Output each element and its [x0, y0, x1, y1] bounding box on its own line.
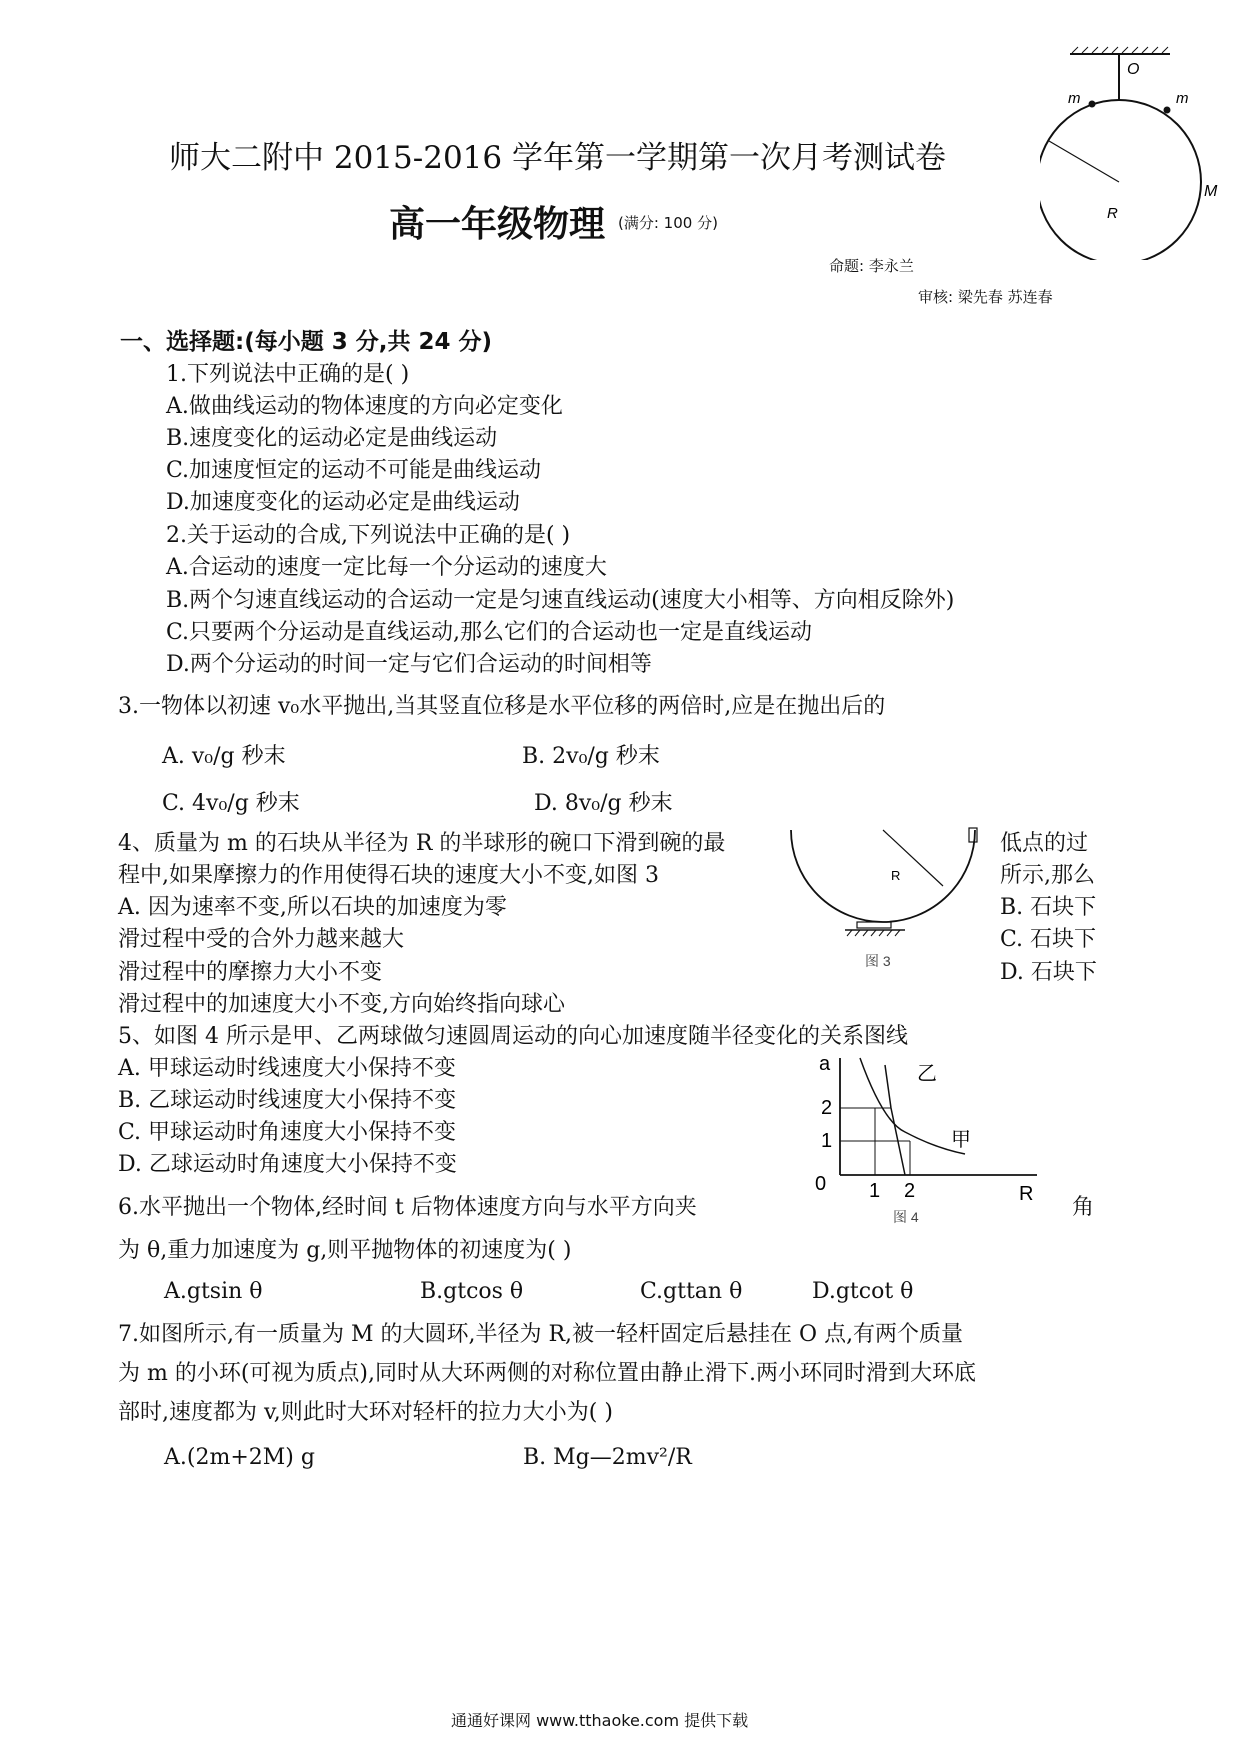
bowl-base: [857, 922, 891, 928]
figure-4-graph: [805, 1050, 1050, 1230]
q2-option-d: D.两个分运动的时间一定与它们合运动的时间相等: [166, 652, 652, 677]
fig4-xlabel: R: [1019, 1183, 1034, 1205]
q1-option-a: A.做曲线运动的物体速度的方向必定变化: [166, 394, 563, 419]
fig4-label-jia: 甲: [951, 1129, 971, 1151]
figure-3-bowl: [785, 826, 985, 976]
q3-option-c: C. 4v₀/g 秒末: [162, 791, 300, 816]
q2-option-b: B.两个匀速直线运动的合运动一定是匀速直线运动(速度大小相等、方向相反除外): [166, 588, 955, 613]
q1-option-c: C.加速度恒定的运动不可能是曲线运动: [166, 458, 542, 483]
ceiling-hatch: [1072, 47, 1168, 53]
section-heading: 一、选择题:(每小题 3 分,共 24 分): [120, 329, 492, 355]
ground-hatch: [847, 930, 900, 936]
q4-line2: 程中,如果摩擦力的作用使得石块的速度大小不变,如图 3: [118, 863, 659, 888]
q4-line5: 滑过程中的摩擦力大小不变: [118, 960, 383, 985]
q2-option-c: C.只要两个分运动是直线运动,那么它们的合运动也一定是直线运动: [166, 620, 813, 645]
curve-yi: [885, 1065, 905, 1175]
label-O: O: [1127, 61, 1140, 78]
fig4-ytick-2: 2: [821, 1097, 833, 1119]
reviewer: 审核: 梁先春 苏连春: [918, 288, 1053, 306]
q4-line6: 滑过程中的加速度大小不变,方向始终指向球心: [118, 992, 565, 1017]
q4-line1: 4、质量为 m 的石块从半径为 R 的半球形的碗口下滑到碗的最: [118, 831, 726, 856]
fig4-label-yi: 乙: [917, 1063, 937, 1085]
fig4-origin: 0: [815, 1173, 827, 1195]
q3-option-a: A. v₀/g 秒末: [162, 744, 286, 769]
q6-line2: 为 θ,重力加速度为 g,则平抛物体的初速度为( ): [118, 1238, 572, 1263]
q5-option-b: B. 乙球运动时线速度大小保持不变: [118, 1088, 457, 1113]
q5-option-c: C. 甲球运动时角速度大小保持不变: [118, 1120, 457, 1145]
fig4-caption: 图 4: [893, 1209, 919, 1225]
fig3-label-R: R: [891, 868, 901, 883]
q7-line3: 部时,速度都为 v,则此时大环对轻杆的拉力大小为( ): [118, 1400, 613, 1425]
setter: 命题: 李永兰: [829, 257, 914, 275]
q4-line3: A. 因为速率不变,所以石块的加速度为零: [118, 895, 507, 920]
q4-line2-right: 所示,那么: [1000, 863, 1095, 888]
fig4-ytick-1: 1: [821, 1130, 833, 1152]
bowl-arc: [791, 830, 975, 922]
label-M: M: [1204, 183, 1218, 200]
fig4-ylabel: a: [819, 1053, 831, 1075]
fig4-xtick-1: 1: [869, 1180, 881, 1202]
q6-option-a: A.gtsin θ: [164, 1279, 263, 1304]
q1-option-d: D.加速度变化的运动必定是曲线运动: [166, 490, 520, 515]
q6-line1-right: 角: [1072, 1195, 1095, 1220]
footer-credit: 通通好课网 www.tthaoke.com 提供下载: [451, 1711, 749, 1730]
curve-jia: [860, 1058, 965, 1154]
full-score: (满分: 100 分): [618, 214, 718, 232]
q5-option-d: D. 乙球运动时角速度大小保持不变: [118, 1152, 457, 1177]
q6-option-d: D.gtcot θ: [812, 1279, 914, 1304]
q1-option-b: B.速度变化的运动必定是曲线运动: [166, 426, 498, 451]
q3-stem: 3.一物体以初速 v₀水平抛出,当其竖直位移是水平位移的两倍时,应是在抛出后的: [118, 694, 886, 719]
q7-line1: 7.如图所示,有一质量为 M 的大圆环,半径为 R,被一轻杆固定后悬挂在 O 点,有两个质量: [118, 1322, 964, 1347]
q4-line3-right: B. 石块下: [1000, 895, 1097, 920]
radius-line: [1049, 141, 1119, 182]
small-ring-left: [1089, 101, 1096, 108]
q6-option-c: C.gttan θ: [640, 1279, 743, 1304]
exam-title: 师大二附中 2015-2016 学年第一学期第一次月考测试卷: [169, 140, 946, 176]
q5-stem: 5、如图 4 所示是甲、乙两球做匀速圆周运动的向心加速度随半径变化的关系图线: [118, 1024, 908, 1049]
label-R-ring: R: [1107, 205, 1118, 222]
q7-option-b: B. Mg—2mv²/R: [523, 1445, 692, 1470]
q3-option-d: D. 8v₀/g 秒末: [534, 791, 673, 816]
small-ring-right: [1164, 107, 1171, 114]
q4-line4-right: C. 石块下: [1000, 927, 1097, 952]
q4-line4: 滑过程中受的合外力越来越大: [118, 927, 405, 952]
label-m-left: m: [1068, 90, 1081, 107]
fig3-caption: 图 3: [865, 953, 891, 969]
q2-option-a: A.合运动的速度一定比每一个分运动的速度大: [166, 555, 607, 580]
q2-stem: 2.关于运动的合成,下列说法中正确的是( ): [166, 523, 571, 548]
q5-option-a: A. 甲球运动时线速度大小保持不变: [118, 1056, 456, 1081]
q7-line2: 为 m 的小环(可视为质点),同时从大环两侧的对称位置由静止滑下.两小环同时滑到大环底: [118, 1361, 977, 1386]
q7-option-a: A.(2m+2M) g: [164, 1445, 315, 1470]
q4-line5-right: D. 石块下: [1000, 960, 1097, 985]
q3-option-b: B. 2v₀/g 秒末: [522, 744, 660, 769]
ring-figure: [1040, 40, 1230, 260]
q1-stem: 1.下列说法中正确的是( ): [166, 362, 410, 387]
q6-line1: 6.水平抛出一个物体,经时间 t 后物体速度方向与水平方向夹: [118, 1195, 697, 1220]
fig4-xtick-2: 2: [904, 1180, 916, 1202]
q6-option-b: B.gtcos θ: [420, 1279, 524, 1304]
big-ring: [1040, 100, 1201, 260]
label-m-right: m: [1176, 90, 1189, 107]
subject-title: 高一年级物理: [389, 204, 606, 245]
q4-line1-right: 低点的过: [1000, 831, 1089, 856]
